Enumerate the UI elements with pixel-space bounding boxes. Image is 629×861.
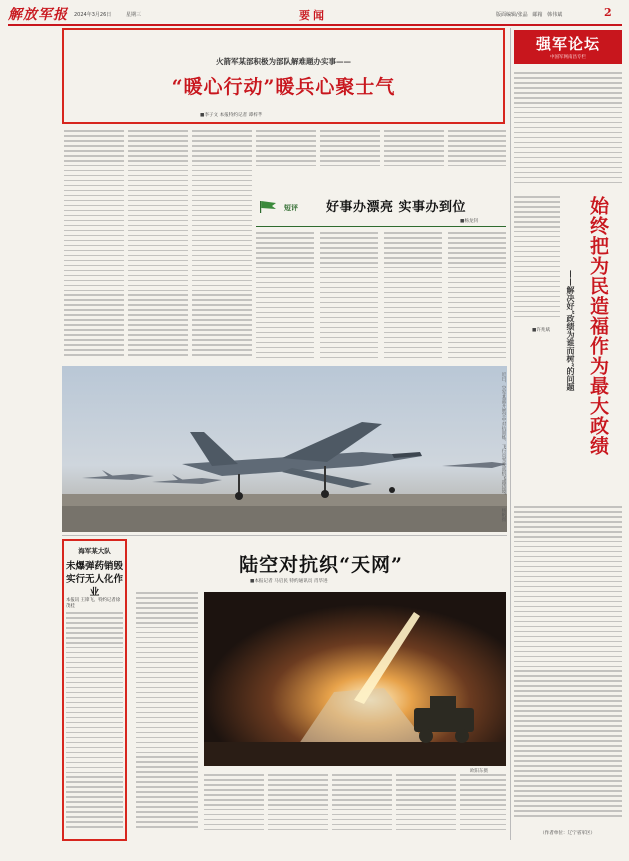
separator-mid	[62, 535, 507, 536]
lead-kicker: 火箭军某部积极为部队解难题办实事——	[216, 57, 351, 66]
newspaper-logo: 解放军报	[8, 7, 68, 23]
commentary-rule	[256, 226, 506, 227]
bottom-body-col-2	[204, 774, 264, 836]
column-brand-sub: 中国军网南昌专栏	[550, 55, 586, 60]
column-body-top	[514, 72, 622, 188]
commentary-tag: 短评	[284, 203, 298, 212]
bottom-body-col-6	[460, 774, 506, 836]
commentary-col-3	[384, 232, 442, 362]
bottom-body-col-3	[268, 774, 328, 836]
missile-photo-credit: 欧阳东摄	[470, 769, 488, 774]
commentary-col-2	[320, 232, 378, 362]
column-body-bottom	[514, 506, 622, 822]
contact-editor: 版面编辑/张晶	[496, 12, 528, 18]
separator-right	[510, 28, 511, 840]
column-headline: 始终把为民造福作为最大政绩	[587, 196, 609, 456]
photo-caption: 近日，空军某部开展空中对抗训练，飞行员驾驶战机飞越边境。	[501, 372, 506, 498]
lead-body-col-7	[448, 130, 506, 168]
column-subhead: ——解决好“政绩为谁而树”的问题	[566, 270, 576, 392]
contact-mail: 邮箱	[532, 12, 543, 18]
photo-credit: 杨帆摄	[501, 508, 506, 522]
commentary-headline: 好事办漂亮 实事办到位	[326, 200, 467, 215]
issue-date: 2024年3月26日	[74, 12, 112, 18]
fighter-jet-photo	[62, 366, 507, 532]
bottom-body-col-1	[136, 592, 198, 836]
commentary-col-1	[256, 232, 314, 362]
issue-weekday: 星期三	[126, 12, 142, 18]
column-author: ■许兆斌	[532, 328, 551, 333]
commentary-col-4	[448, 232, 506, 362]
commentary-flag-icon	[258, 199, 280, 213]
contact-name: 韩伟斌	[547, 12, 563, 18]
left-brief-body	[66, 612, 123, 836]
bottom-body-col-4	[332, 774, 392, 836]
column-body-side	[514, 196, 560, 324]
lead-body-col-2	[128, 130, 188, 362]
column-brand: 强军论坛	[535, 35, 600, 53]
lead-body-col-3	[192, 130, 252, 362]
lead-body-col-5	[320, 130, 380, 168]
left-brief-kicker: 海军某大队	[78, 547, 111, 555]
left-brief-byline: 本报讯 王锋飞、特约记者徐茂桂	[66, 598, 121, 609]
lead-body-col-6	[384, 130, 444, 168]
lead-byline: ■李子文 本报特约记者 谭梓芊	[200, 113, 263, 118]
commentary-author: ■杨龙钊	[460, 219, 479, 224]
column-banner	[514, 30, 622, 64]
page-number: 2	[604, 6, 612, 19]
masthead-rule	[8, 24, 622, 26]
masthead	[8, 4, 622, 24]
section-title: 要闻	[299, 9, 327, 22]
bottom-body-col-5	[396, 774, 456, 836]
left-brief-headline: 未爆弹药销毁实行无人化作业	[66, 561, 124, 598]
missile-launch-photo	[204, 592, 506, 766]
column-footer-note: （作者单位：辽宁省军区）	[540, 831, 596, 836]
lead-body-col-4	[256, 130, 316, 168]
lead-headline: “暖心行动”暖兵心聚士气	[171, 76, 396, 98]
bottom-byline: ■本报记者 马启民 特约通讯员 肖毕进	[250, 579, 328, 584]
lead-body-col-1	[64, 130, 124, 362]
page-contacts	[496, 11, 562, 18]
bottom-headline: 陆空对抗织“天网”	[239, 554, 403, 576]
